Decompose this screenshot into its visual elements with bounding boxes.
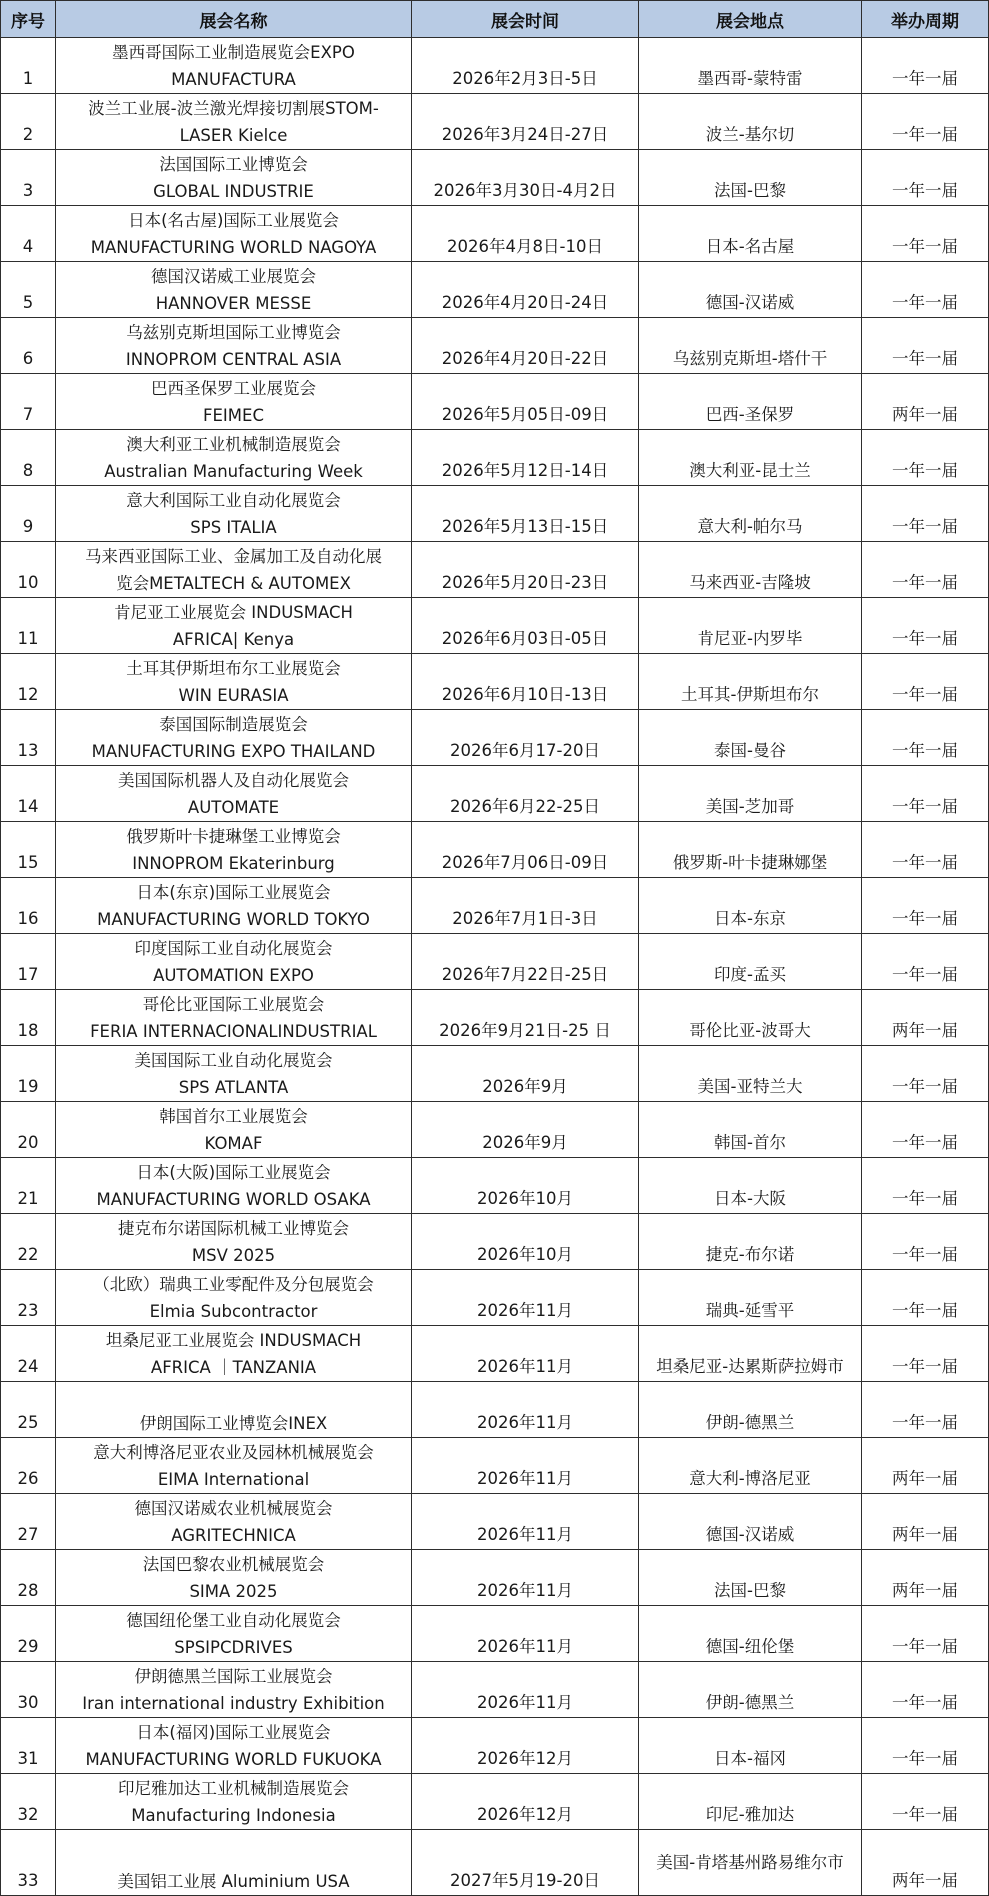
exhibition-place: 日本-大阪 <box>639 1158 862 1214</box>
row-number: 31 <box>1 1718 56 1774</box>
exhibition-time: 2026年3月24日-27日 <box>412 94 639 150</box>
table-row <box>1 1550 989 1606</box>
row-number: 15 <box>1 822 56 878</box>
exhibition-name <box>56 1214 412 1270</box>
table-row <box>1 486 989 542</box>
exhibition-time: 2027年5月19-20日 <box>412 1830 639 1896</box>
row-number: 2 <box>1 94 56 150</box>
exhibition-place: 意大利-博洛尼亚 <box>639 1438 862 1494</box>
table-row <box>1 1606 989 1662</box>
exhibition-name-line1: （北欧）瑞典工业零配件及分包展览会 <box>93 1274 374 1294</box>
exhibition-name <box>56 1102 412 1158</box>
exhibition-cycle: 一年一届 <box>862 654 989 710</box>
row-number: 10 <box>1 542 56 598</box>
exhibition-place: 哥伦比亚-波哥大 <box>639 990 862 1046</box>
exhibition-name <box>56 710 412 766</box>
exhibition-name-line2: 伊朗国际工业博览会INEX <box>139 1414 328 1433</box>
row-number: 8 <box>1 430 56 486</box>
table-row <box>1 38 989 94</box>
table-row <box>1 1774 989 1830</box>
exhibition-name <box>56 1606 412 1662</box>
row-number: 18 <box>1 990 56 1046</box>
exhibition-place: 土耳其-伊斯坦布尔 <box>639 654 862 710</box>
exhibition-time: 2026年7月22日-25日 <box>412 934 639 990</box>
row-number: 5 <box>1 262 56 318</box>
exhibition-cycle: 两年一届 <box>862 1550 989 1606</box>
exhibition-place: 日本-福冈 <box>639 1718 862 1774</box>
exhibition-name <box>56 1830 412 1896</box>
exhibition-time: 2026年3月30日-4月2日 <box>412 150 639 206</box>
exhibition-cycle: 一年一届 <box>862 1158 989 1214</box>
exhibition-name-line1: 土耳其伊斯坦布尔工业展览会 <box>126 658 341 678</box>
exhibition-name <box>56 1662 412 1718</box>
exhibition-time: 2026年11月 <box>412 1438 639 1494</box>
table-row <box>1 1214 989 1270</box>
table-row <box>1 822 989 878</box>
exhibition-cycle: 两年一届 <box>862 990 989 1046</box>
row-number: 33 <box>1 1830 56 1896</box>
exhibition-name-line1: 捷克布尔诺国际机械工业博览会 <box>118 1218 349 1238</box>
exhibition-name-line2: SIMA 2025 <box>189 1581 278 1601</box>
exhibition-time: 2026年10月 <box>412 1214 639 1270</box>
table-row <box>1 710 989 766</box>
exhibition-name <box>56 1550 412 1606</box>
exhibition-name <box>56 1774 412 1830</box>
table-body <box>1 38 989 1896</box>
exhibition-name-line2: LASER Kielce <box>179 125 288 145</box>
exhibition-name <box>56 318 412 374</box>
exhibition-time: 2026年11月 <box>412 1326 639 1382</box>
row-number: 11 <box>1 598 56 654</box>
exhibition-name-line1: 意大利国际工业自动化展览会 <box>126 490 341 510</box>
exhibition-cycle: 一年一届 <box>862 38 989 94</box>
table-row <box>1 1102 989 1158</box>
exhibition-name-line2: AUTOMATION EXPO <box>153 965 314 985</box>
exhibition-time: 2026年9月21日-25 日 <box>412 990 639 1046</box>
row-number: 14 <box>1 766 56 822</box>
exhibition-time: 2026年6月17-20日 <box>412 710 639 766</box>
exhibition-time: 2026年10月 <box>412 1158 639 1214</box>
exhibition-time: 2026年11月 <box>412 1662 639 1718</box>
exhibition-place: 德国-汉诺威 <box>639 1494 862 1550</box>
exhibition-cycle: 一年一届 <box>862 822 989 878</box>
exhibition-cycle: 一年一届 <box>862 766 989 822</box>
exhibition-place: 伊朗-德黑兰 <box>639 1382 862 1438</box>
exhibition-time: 2026年7月1日-3日 <box>412 878 639 934</box>
exhibition-time: 2026年7月06日-09日 <box>412 822 639 878</box>
exhibition-cycle: 一年一届 <box>862 934 989 990</box>
exhibition-name-line2: MSV 2025 <box>191 1245 276 1265</box>
exhibition-time: 2026年9月 <box>412 1102 639 1158</box>
exhibition-time: 2026年4月20日-22日 <box>412 318 639 374</box>
exhibition-place: 巴西-圣保罗 <box>639 374 862 430</box>
header-no: 序号 <box>1 1 56 38</box>
table-row <box>1 1438 989 1494</box>
row-number: 7 <box>1 374 56 430</box>
exhibition-time: 2026年12月 <box>412 1718 639 1774</box>
row-number: 1 <box>1 38 56 94</box>
table-row <box>1 1158 989 1214</box>
exhibition-place: 美国-肯塔基州路易维尔市 <box>639 1830 862 1896</box>
exhibition-name-line2: KOMAF <box>204 1133 263 1153</box>
exhibition-name-line2: Iran international industry Exhibition <box>82 1693 385 1713</box>
exhibition-name-line1: 哥伦比亚国际工业展览会 <box>142 994 325 1014</box>
header-name: 展会名称 <box>56 1 412 38</box>
exhibition-cycle: 一年一届 <box>862 878 989 934</box>
table-row <box>1 1718 989 1774</box>
table-row <box>1 598 989 654</box>
exhibition-cycle: 一年一届 <box>862 1662 989 1718</box>
exhibition-name-line2: Australian Manufacturing Week <box>104 461 363 481</box>
exhibition-place: 墨西哥-蒙特雷 <box>639 38 862 94</box>
header-time: 展会时间 <box>412 1 639 38</box>
exhibition-time: 2026年5月05日-09日 <box>412 374 639 430</box>
exhibition-place: 肯尼亚-内罗毕 <box>639 598 862 654</box>
exhibition-cycle: 一年一届 <box>862 318 989 374</box>
exhibition-time: 2026年2月3日-5日 <box>412 38 639 94</box>
exhibition-time: 2026年6月03日-05日 <box>412 598 639 654</box>
table-row <box>1 990 989 1046</box>
exhibition-cycle: 两年一届 <box>862 374 989 430</box>
exhibition-name-line2: 览会METALTECH & AUTOMEX <box>116 573 351 593</box>
exhibition-time: 2026年11月 <box>412 1494 639 1550</box>
row-number: 28 <box>1 1550 56 1606</box>
exhibition-name-line2: 美国铝工业展 Aluminium USA <box>117 1872 350 1891</box>
exhibition-time: 2026年12月 <box>412 1774 639 1830</box>
exhibition-name-line1: 德国汉诺威农业机械展览会 <box>134 1498 333 1518</box>
exhibition-cycle: 一年一届 <box>862 1214 989 1270</box>
exhibition-name <box>56 38 412 94</box>
exhibition-cycle: 两年一届 <box>862 1494 989 1550</box>
exhibition-place: 坦桑尼亚-达累斯萨拉姆市 <box>639 1326 862 1382</box>
exhibition-name-line2: MANUFACTURING WORLD NAGOYA <box>90 237 377 257</box>
exhibition-name <box>56 1046 412 1102</box>
exhibition-name-line1: 印尼雅加达工业机械制造展览会 <box>118 1778 349 1798</box>
exhibition-cycle: 一年一届 <box>862 1326 989 1382</box>
exhibition-name-line2: AGRITECHNICA <box>171 1525 296 1545</box>
row-number: 22 <box>1 1214 56 1270</box>
exhibition-name <box>56 1438 412 1494</box>
exhibition-name-line1: 波兰工业展-波兰激光焊接切割展STOM- <box>88 98 379 118</box>
exhibition-place: 法国-巴黎 <box>639 1550 862 1606</box>
exhibition-name-line2: SPS ITALIA <box>190 517 277 537</box>
exhibition-time: 2026年11月 <box>412 1550 639 1606</box>
exhibition-place: 意大利-帕尔马 <box>639 486 862 542</box>
exhibition-name-line2: INNOPROM CENTRAL ASIA <box>125 349 342 369</box>
exhibition-cycle: 一年一届 <box>862 1774 989 1830</box>
exhibition-place: 德国-纽伦堡 <box>639 1606 862 1662</box>
exhibition-name-line1: 韩国首尔工业展览会 <box>159 1106 308 1126</box>
exhibition-name <box>56 1270 412 1326</box>
exhibition-name <box>56 430 412 486</box>
exhibition-name-line2: GLOBAL INDUSTRIE <box>153 181 314 201</box>
exhibition-name-line1: 日本(福冈)国际工业展览会 <box>136 1722 331 1742</box>
exhibition-name-line1: 德国纽伦堡工业自动化展览会 <box>126 1610 341 1630</box>
table-row <box>1 654 989 710</box>
exhibition-name-line1: 日本(名古屋)国际工业展览会 <box>128 210 339 230</box>
exhibition-place: 捷克-布尔诺 <box>639 1214 862 1270</box>
exhibition-name-line1: 日本(东京)国际工业展览会 <box>136 882 331 902</box>
exhibition-name-line1: 德国汉诺威工业展览会 <box>151 266 316 286</box>
exhibition-time: 2026年5月20日-23日 <box>412 542 639 598</box>
exhibition-name <box>56 990 412 1046</box>
exhibition-cycle: 一年一届 <box>862 262 989 318</box>
header-row <box>1 1 989 38</box>
exhibition-name-line2: SPS ATLANTA <box>178 1077 289 1097</box>
row-number: 29 <box>1 1606 56 1662</box>
exhibition-place: 美国-亚特兰大 <box>639 1046 862 1102</box>
row-number: 24 <box>1 1326 56 1382</box>
row-number: 21 <box>1 1158 56 1214</box>
exhibition-name-line2: MANUFACTURING WORLD FUKUOKA <box>85 1749 382 1769</box>
exhibition-name-line2: MANUFACTURING WORLD OSAKA <box>96 1189 371 1209</box>
exhibition-name-line2: SPSIPCDRIVES <box>174 1637 293 1657</box>
exhibition-place: 乌兹别克斯坦-塔什干 <box>639 318 862 374</box>
exhibition-name-line2: WIN EURASIA <box>178 685 289 705</box>
exhibition-name <box>56 934 412 990</box>
exhibition-cycle: 一年一届 <box>862 542 989 598</box>
exhibition-name-line2: MANUFACTURING EXPO THAILAND <box>91 741 376 761</box>
row-number: 30 <box>1 1662 56 1718</box>
exhibition-place: 波兰-基尔切 <box>639 94 862 150</box>
exhibition-cycle: 一年一届 <box>862 1718 989 1774</box>
exhibition-time: 2026年5月12日-14日 <box>412 430 639 486</box>
table-row <box>1 1382 989 1438</box>
exhibition-place: 伊朗-德黑兰 <box>639 1662 862 1718</box>
exhibition-cycle: 一年一届 <box>862 1606 989 1662</box>
exhibition-place: 法国-巴黎 <box>639 150 862 206</box>
exhibition-cycle: 一年一届 <box>862 710 989 766</box>
exhibition-place: 澳大利亚-昆士兰 <box>639 430 862 486</box>
exhibition-place: 日本-名古屋 <box>639 206 862 262</box>
row-number: 32 <box>1 1774 56 1830</box>
exhibition-name <box>56 1382 412 1438</box>
exhibition-name <box>56 1718 412 1774</box>
exhibition-name-line1: 澳大利亚工业机械制造展览会 <box>126 434 341 454</box>
exhibition-place: 印尼-雅加达 <box>639 1774 862 1830</box>
exhibition-name-line1: 墨西哥国际工业制造展览会EXPO <box>112 42 355 62</box>
exhibition-cycle: 一年一届 <box>862 94 989 150</box>
exhibition-time: 2026年11月 <box>412 1606 639 1662</box>
row-number: 20 <box>1 1102 56 1158</box>
exhibition-name-line1: 坦桑尼亚工业展览会 INDUSMACH <box>105 1330 362 1350</box>
exhibition-cycle: 一年一届 <box>862 1382 989 1438</box>
exhibition-name <box>56 878 412 934</box>
row-number: 12 <box>1 654 56 710</box>
table-row <box>1 934 989 990</box>
exhibition-name-line2: EIMA International <box>157 1469 310 1489</box>
table-row <box>1 542 989 598</box>
header-cycle: 举办周期 <box>862 1 989 38</box>
row-number: 9 <box>1 486 56 542</box>
exhibition-name <box>56 486 412 542</box>
exhibition-name <box>56 822 412 878</box>
exhibition-place: 日本-东京 <box>639 878 862 934</box>
exhibition-name <box>56 1326 412 1382</box>
table-row <box>1 150 989 206</box>
exhibition-place: 韩国-首尔 <box>639 1102 862 1158</box>
exhibition-name-line1: 俄罗斯叶卡捷琳堡工业博览会 <box>126 826 341 846</box>
exhibition-name-line1: 乌兹别克斯坦国际工业博览会 <box>126 322 341 342</box>
exhibition-name-line2: MANUFACTURING WORLD TOKYO <box>97 909 370 929</box>
table-row <box>1 206 989 262</box>
exhibition-name <box>56 206 412 262</box>
exhibition-name <box>56 94 412 150</box>
row-number: 26 <box>1 1438 56 1494</box>
row-number: 4 <box>1 206 56 262</box>
exhibition-cycle: 一年一届 <box>862 150 989 206</box>
exhibition-cycle: 一年一届 <box>862 430 989 486</box>
row-number: 23 <box>1 1270 56 1326</box>
exhibition-name-line1: 印度国际工业自动化展览会 <box>134 938 333 958</box>
exhibition-time: 2026年4月8日-10日 <box>412 206 639 262</box>
exhibition-place: 印度-孟买 <box>639 934 862 990</box>
row-number: 19 <box>1 1046 56 1102</box>
exhibition-name-line1: 日本(大阪)国际工业展览会 <box>136 1162 331 1182</box>
exhibition-name <box>56 654 412 710</box>
exhibition-place: 瑞典-延雪平 <box>639 1270 862 1326</box>
row-number: 17 <box>1 934 56 990</box>
exhibition-name <box>56 766 412 822</box>
exhibition-name-line1: 美国国际工业自动化展览会 <box>134 1050 333 1070</box>
exhibition-cycle: 一年一届 <box>862 1046 989 1102</box>
exhibition-name-line2: AUTOMATE <box>187 797 280 817</box>
exhibition-name <box>56 1494 412 1550</box>
exhibition-cycle: 一年一届 <box>862 598 989 654</box>
exhibition-name-line2: HANNOVER MESSE <box>155 293 312 313</box>
exhibition-name <box>56 1158 412 1214</box>
exhibition-time: 2026年5月13日-15日 <box>412 486 639 542</box>
exhibition-name-line2: AFRICA| Kenya <box>172 629 295 649</box>
exhibition-cycle: 一年一届 <box>862 1102 989 1158</box>
exhibition-name <box>56 150 412 206</box>
table-row <box>1 374 989 430</box>
table-row <box>1 766 989 822</box>
exhibition-place: 德国-汉诺威 <box>639 262 862 318</box>
exhibition-name-line2: Manufacturing Indonesia <box>131 1805 336 1825</box>
row-number: 3 <box>1 150 56 206</box>
exhibition-name <box>56 598 412 654</box>
exhibition-name-line1: 肯尼亚工业展览会 INDUSMACH <box>114 602 353 622</box>
exhibition-name-line2: INNOPROM Ekaterinburg <box>132 853 335 873</box>
exhibition-time: 2026年9月 <box>412 1046 639 1102</box>
table-row <box>1 262 989 318</box>
exhibition-cycle: 两年一届 <box>862 1438 989 1494</box>
exhibition-place: 俄罗斯-叶卡捷琳娜堡 <box>639 822 862 878</box>
exhibition-place: 泰国-曼谷 <box>639 710 862 766</box>
exhibition-name-line2: Elmia Subcontractor <box>149 1301 318 1321</box>
exhibition-name <box>56 374 412 430</box>
exhibition-name-line1: 伊朗德黑兰国际工业展览会 <box>134 1666 333 1686</box>
exhibition-time: 2026年4月20日-24日 <box>412 262 639 318</box>
row-number: 25 <box>1 1382 56 1438</box>
table-row <box>1 1326 989 1382</box>
table-row <box>1 318 989 374</box>
table-row <box>1 1494 989 1550</box>
table-row <box>1 94 989 150</box>
exhibition-name-line2: FERIA INTERNACIONALINDUSTRIAL <box>90 1021 377 1041</box>
exhibition-name-line1: 巴西圣保罗工业展览会 <box>151 378 316 398</box>
table-row <box>1 1830 989 1896</box>
row-number: 27 <box>1 1494 56 1550</box>
exhibition-place: 美国-芝加哥 <box>639 766 862 822</box>
table-row <box>1 1662 989 1718</box>
exhibition-name-line1: 法国国际工业博览会 <box>159 154 308 174</box>
exhibition-cycle: 一年一届 <box>862 1270 989 1326</box>
exhibition-cycle: 一年一届 <box>862 486 989 542</box>
exhibition-name-line1: 泰国国际制造展览会 <box>159 714 308 734</box>
row-number: 6 <box>1 318 56 374</box>
exhibition-name-line1: 法国巴黎农业机械展览会 <box>142 1554 325 1574</box>
exhibition-time: 2026年11月 <box>412 1270 639 1326</box>
exhibition-name-line1: 意大利博洛尼亚农业及园林机械展览会 <box>93 1442 374 1462</box>
exhibition-place: 马来西亚-吉隆坡 <box>639 542 862 598</box>
exhibition-name <box>56 262 412 318</box>
exhibition-time: 2026年6月10日-13日 <box>412 654 639 710</box>
table-row <box>1 1046 989 1102</box>
exhibition-time: 2026年11月 <box>412 1382 639 1438</box>
exhibition-name-line2: FEIMEC <box>203 405 264 425</box>
exhibition-name-line2: AFRICA ｜TANZANIA <box>150 1357 317 1377</box>
exhibition-name-line1: 美国国际机器人及自动化展览会 <box>118 770 349 790</box>
exhibition-time: 2026年6月22-25日 <box>412 766 639 822</box>
row-number: 16 <box>1 878 56 934</box>
table-row <box>1 878 989 934</box>
exhibition-name <box>56 542 412 598</box>
row-number: 13 <box>1 710 56 766</box>
header-place: 展会地点 <box>639 1 862 38</box>
table-row <box>1 1270 989 1326</box>
table-row <box>1 430 989 486</box>
exhibition-name-line1: 马来西亚国际工业、金属加工及自动化展 <box>85 546 382 566</box>
exhibition-cycle: 一年一届 <box>862 206 989 262</box>
exhibition-cycle: 两年一届 <box>862 1830 989 1896</box>
exhibition-name-line2: MANUFACTURA <box>171 69 296 89</box>
